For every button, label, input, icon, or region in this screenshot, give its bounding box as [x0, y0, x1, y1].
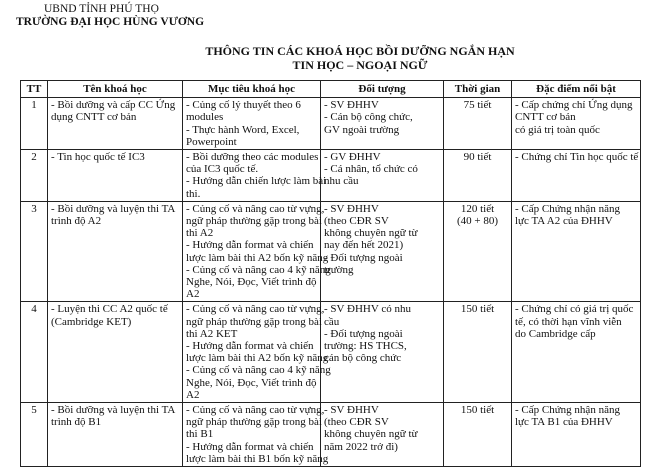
cell-feature [512, 302, 641, 403]
cell-duration-line: 120 tiết [460, 202, 495, 215]
cell-duration-line: 150 tiết [460, 303, 495, 316]
table-row [21, 150, 641, 202]
col-header-goal: Mục tiêu khoá học [183, 81, 321, 98]
col-header-time: Thời gian [444, 81, 512, 98]
cell-feature [512, 403, 641, 467]
cell-feature-line: tế, có thời hạn vĩnh viễn [515, 315, 622, 328]
cell-feature-line: CNTT cơ bản [515, 111, 576, 124]
col-header-feature: Đặc điểm nổi bật [512, 81, 641, 98]
cell-course-goal-line: Nghe, Nói, Đọc, Viết trình độ [186, 376, 317, 389]
cell-course-name [48, 403, 183, 467]
page-title-line1: THÔNG TIN CÁC KHOÁ HỌC BỒI DƯỠNG NGẮN HẠN [205, 44, 515, 58]
cell-course-goal-line: - Hướng dẫn format và chiến [186, 239, 314, 252]
cell-target-line: nay đến hết 2021) [324, 239, 404, 252]
cell-target-line: không chuyên ngữ từ [324, 428, 418, 441]
cell-feature [512, 150, 641, 202]
cell-target [321, 98, 444, 150]
cell-target-line: nhu cầu [324, 175, 359, 188]
cell-course-name-line: - Bồi dưỡng và luyện thi TA [51, 404, 176, 417]
cell-duration-line: (40 + 80) [456, 215, 499, 228]
cell-target-line: - GV ĐHHV [324, 151, 381, 164]
cell-target-line: - Đối tượng ngoài [324, 251, 403, 264]
cell-course-goal-line: - Củng cố và nâng cao từ vựng, [186, 303, 325, 316]
cell-feature-line: - Cấp chứng chỉ Ứng dụng [515, 99, 633, 112]
cell-course-goal-line: Nghe, Nói, Đọc, Viết trình độ [186, 276, 317, 289]
cell-course-name-line: - Tin học quốc tế IC3 [51, 151, 145, 164]
cell-duration-line: 75 tiết [463, 99, 492, 112]
cell-course-name [48, 302, 183, 403]
cell-target-line: - SV ĐHHV có nhu [324, 303, 411, 316]
cell-target [321, 302, 444, 403]
cell-course-goal-line: A2 [186, 388, 200, 401]
cell-feature-line: - Chứng chỉ có giá trị quốc [515, 303, 634, 316]
courses-table [20, 80, 641, 467]
cell-tt: 4 [21, 302, 48, 403]
cell-target [321, 403, 444, 467]
cell-course-goal-line: - Củng cố và nâng cao từ vựng, [186, 202, 325, 215]
cell-course-goal-line: - Củng cố lý thuyết theo 6 [186, 99, 301, 112]
cell-course-goal [183, 98, 321, 150]
cell-course-name-line: dụng CNTT cơ bản [51, 111, 137, 124]
cell-target-line: - SV ĐHHV [324, 99, 379, 112]
cell-target-line: năm 2022 trở đi) [324, 440, 398, 453]
cell-course-goal-line: A2 [186, 288, 200, 301]
cell-duration-line: 90 tiết [463, 151, 492, 164]
cell-course-name-line: trình độ A2 [51, 215, 102, 228]
cell-feature-line: do Cambridge cấp [515, 327, 596, 340]
cell-duration [444, 150, 512, 202]
cell-target-line: - Đối tượng ngoài [324, 327, 403, 340]
cell-course-goal-line: ngữ pháp thường gặp trong bài [186, 315, 322, 328]
table-row [21, 98, 641, 150]
cell-target-line: (theo CĐR SV [324, 416, 389, 429]
cell-target [321, 150, 444, 202]
cell-course-name-line: trình độ B1 [51, 416, 102, 429]
cell-course-goal-line: của IC3 quốc tế. [186, 163, 259, 176]
cell-course-goal-line: thi. [186, 187, 201, 200]
cell-feature-line: có giá trị toàn quốc [515, 123, 600, 136]
cell-target-line: cán bộ công chức [324, 352, 402, 365]
cell-feature-line: - Chứng chỉ Tin học quốc tế [515, 151, 639, 164]
header-org: UBND TỈNH PHÚ THỌ [44, 3, 159, 15]
page-title-line2: TIN HỌC – NGOẠI NGỮ [292, 58, 428, 72]
cell-tt: 1 [21, 98, 48, 150]
cell-target-line: không chuyên ngữ từ [324, 227, 418, 240]
cell-course-goal-line: thi A2 [186, 227, 214, 240]
cell-course-goal-line: modules [186, 111, 224, 124]
cell-course-goal-line: - Củng cố và nâng cao 4 kỹ năng [186, 263, 331, 276]
cell-course-name [48, 201, 183, 302]
cell-target-line: cầu [324, 315, 340, 328]
cell-tt: 2 [21, 150, 48, 202]
cell-feature [512, 98, 641, 150]
cell-course-goal [183, 302, 331, 403]
cell-course-goal-line: lược làm bài thi A2 bốn kỹ năng [186, 251, 329, 264]
cell-feature-line: - Cấp Chứng nhận năng [515, 202, 620, 215]
cell-duration [444, 98, 512, 150]
cell-tt: 5 [21, 403, 48, 467]
cell-course-goal [183, 403, 329, 467]
col-header-name: Tên khoá học [48, 81, 183, 98]
cell-duration-line: 150 tiết [460, 404, 495, 417]
cell-target-line: trường [324, 263, 354, 276]
cell-course-name-line: - Bồi dưỡng và cấp CC Ứng [51, 99, 176, 112]
table-row [21, 302, 641, 403]
cell-course-goal-line: lược làm bài thi B1 bốn kỹ năng [186, 452, 329, 465]
cell-course-goal-line: - Củng cố và nâng cao 4 kỹ năng [186, 364, 331, 377]
cell-feature-line: lực TA A2 của ĐHHV [515, 215, 613, 228]
col-header-tt: TT [21, 81, 48, 98]
cell-target [321, 201, 444, 302]
cell-course-goal-line: thi B1 [186, 428, 214, 441]
cell-course-goal-line: - Hướng dẫn format và chiến [186, 340, 314, 353]
cell-course-goal-line: - Củng cố và nâng cao từ vựng, [186, 404, 325, 417]
cell-target-line: - Cá nhân, tổ chức có [324, 163, 418, 176]
cell-feature-line: lực TA B1 của ĐHHV [515, 416, 613, 429]
cell-course-goal-line: - Thực hành Word, Excel, [186, 123, 300, 136]
col-header-target: Đối tượng [321, 81, 444, 98]
cell-tt: 3 [21, 201, 48, 302]
cell-course-name-line: - Bồi dưỡng và luyện thi TA [51, 202, 176, 215]
table-header-row [21, 81, 641, 98]
cell-target-line: - SV ĐHHV [324, 404, 379, 417]
cell-target-line: - Cán bộ công chức, [324, 111, 413, 124]
cell-course-goal [183, 201, 331, 302]
cell-course-goal-line: ngữ pháp thường gặp trong bài [186, 416, 322, 429]
table-row [21, 403, 641, 467]
cell-duration [444, 201, 512, 302]
cell-feature [512, 201, 641, 302]
cell-target-line: GV ngoài trường [324, 123, 400, 136]
cell-feature-line: - Cấp Chứng nhận năng [515, 404, 620, 417]
table-row [21, 201, 641, 302]
cell-course-goal-line: lược làm bài thi A2 bốn kỹ năng [186, 352, 329, 365]
cell-course-name-line: - Luyện thi CC A2 quốc tế [51, 303, 168, 316]
cell-target-line: (theo CĐR SV [324, 215, 389, 228]
cell-course-goal [183, 150, 327, 202]
cell-course-name-line: (Cambridge KET) [51, 315, 132, 328]
header-school: TRƯỜNG ĐẠI HỌC HÙNG VƯƠNG [16, 16, 205, 28]
cell-course-name [48, 150, 183, 202]
cell-course-goal-line: Powerpoint [186, 135, 237, 148]
cell-course-goal-line: - Hướng dẫn format và chiến [186, 440, 314, 453]
cell-duration [444, 302, 512, 403]
cell-course-goal-line: ngữ pháp thường gặp trong bài [186, 215, 322, 228]
cell-course-goal-line: - Bồi dưỡng theo các modules [186, 151, 319, 164]
cell-duration [444, 403, 512, 467]
cell-course-goal-line: thi A2 KET [186, 327, 238, 340]
cell-target-line: - SV ĐHHV [324, 202, 379, 215]
cell-target-line: trường: HS THCS, [324, 340, 407, 353]
cell-course-name [48, 98, 183, 150]
cell-course-goal-line: - Hướng dẫn chiến lược làm bài [186, 175, 327, 188]
